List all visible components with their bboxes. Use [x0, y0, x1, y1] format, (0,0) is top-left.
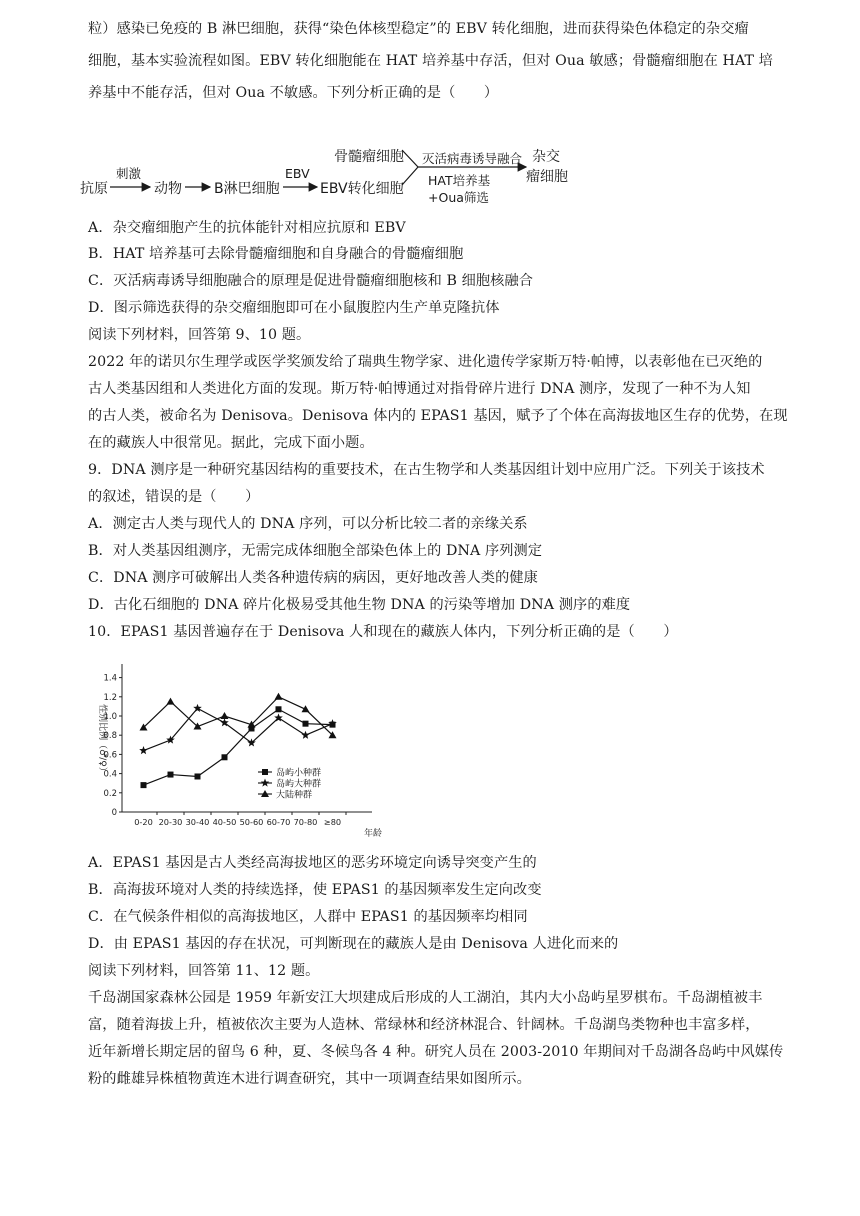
intro-line: 细胞，基本实验流程如图。EBV 转化细胞能在 HAT 培养基中存活，但对 Oua 敏感；骨髓瘤细胞在 HAT 培: [88, 53, 773, 69]
sex-ratio-chart: [90, 660, 383, 840]
series-3-point: [167, 698, 175, 705]
material-line: 近年新增长期定居的留鸟 6 种，夏、冬候鸟各 4 种。研究人员在 2003-2010 年期间对千岛湖各岛屿中风媒传: [88, 1044, 784, 1060]
flow-hat-label: HAT培养基: [428, 173, 491, 188]
x-tick-label: 70-80: [293, 817, 318, 827]
flow-hybrid-line1: 杂交: [532, 149, 560, 165]
flow-ebv-label: EBV: [285, 166, 310, 181]
x-tick-label: 50-60: [239, 817, 264, 827]
chart-axes: [97, 664, 382, 839]
flow-stimulate-label: 刺激: [116, 166, 142, 181]
y-tick-label: 0.6: [103, 750, 117, 761]
legend-label: 岛屿小种群: [276, 768, 322, 779]
y-tick-label: 1.4: [103, 673, 117, 684]
q10-option-a: A．EPAS1 基因是古人类经高海拔地区的恶劣环境定向诱导突变产生的: [88, 855, 537, 871]
chart-canvas: [90, 660, 383, 840]
flow-antigen: 抗原: [80, 181, 108, 197]
q9-stem-line: 的叙述，错误的是（ ）: [88, 489, 260, 505]
material-line: 在的藏族人中很常见。据此，完成下面小题。: [88, 435, 374, 451]
q8-option-d: D．图示筛选获得的杂交瘤细胞即可在小鼠腹腔内生产单克隆抗体: [88, 300, 500, 316]
x-tick-label: ≥80: [323, 817, 342, 827]
material-line: 富，随着海拔上升，植被依次主要为人造林、常绿林和经济林混合、针阔林。千岛湖鸟类物种也丰富多样，: [88, 1017, 760, 1033]
y-tick-label: 0.4: [103, 769, 117, 780]
q10-option-c: C．在气候条件相似的高海拔地区，人群中 EPAS1 的基因频率均相同: [88, 909, 528, 925]
legend-marker: [262, 769, 268, 775]
flow-oua-label: +Oua筛选: [428, 190, 489, 205]
series-1-point: [168, 772, 174, 778]
series-1-point: [276, 706, 282, 712]
material-line: 的古人类，被命名为 Denisova。Denisova 体内的 EPAS1 基因，赋予了个体在高海拔地区生存的优势，在现: [88, 408, 788, 424]
q9-option-d: D．古化石细胞的 DNA 碎片化极易受其他生物 DNA 的污染等增加 DNA 测序的难度: [88, 597, 631, 613]
y-tick-label: 1.2: [103, 692, 117, 703]
read-instruction-9-10: 阅读下列材料，回答第 9、10 题。: [88, 327, 311, 343]
series-line-2: [144, 708, 333, 750]
series-3-point: [302, 705, 310, 712]
series-1-point: [141, 782, 147, 788]
intro-line: 粒）感染已免疫的 B 淋巴细胞，获得“染色体核型稳定”的 EBV 转化细胞，进而获得染色体稳定的杂交瘤: [88, 21, 749, 37]
series-1-point: [303, 721, 309, 727]
x-tick-label: 0-20: [134, 817, 153, 827]
flow-animal: 动物: [154, 181, 182, 197]
flow-ebv-cell: EBV转化细胞: [320, 181, 404, 197]
x-tick-label: 20-30: [158, 817, 183, 827]
q8-option-a: A．杂交瘤细胞产生的抗体能针对相应抗原和 EBV: [88, 220, 406, 236]
y-tick-label: 0.8: [103, 731, 117, 742]
q9-option-c: C．DNA 测序可破解出人类各种遗传病的病因，更好地改善人类的健康: [88, 570, 538, 586]
flow-hybrid-line2: 瘤细胞: [526, 169, 568, 185]
q9-stem-line: 9．DNA 测序是一种研究基因结构的重要技术，在古生物学和人类基因组计划中应用广泛。下列关于该技术: [88, 462, 765, 478]
merge-bracket: [402, 150, 418, 185]
legend-label: 岛屿大种群: [276, 779, 322, 790]
material-line: 千岛湖国家森林公园是 1959 年新安江大坝建成后形成的人工湖泊，其内大小岛屿星罗棋布。千岛湖植被丰: [88, 990, 763, 1006]
q10-option-b: B．高海拔环境对人类的持续选择，使 EPAS1 的基因频率发生定向改变: [88, 882, 542, 898]
q10-option-d: D．由 EPAS1 基因的存在状况，可判断现在的藏族人是由 Denisova 人进化而来的: [88, 936, 619, 952]
series-3-point: [275, 693, 283, 700]
y-tick-label: 0.2: [103, 788, 117, 799]
material-line: 古人类基因组和人类进化方面的发现。斯万特·帕博通过对指骨碎片进行 DNA 测序，发现了一种不为人知: [88, 381, 751, 397]
experiment-flow-diagram: [80, 140, 600, 210]
q9-option-a: A．测定古人类与现代人的 DNA 序列，可以分析比较二者的亲缘关系: [88, 516, 528, 532]
series-2-point: [193, 704, 202, 712]
series-2-point: [139, 746, 148, 754]
legend-label: 大陆种群: [276, 790, 313, 801]
x-axis-label: 年龄: [364, 829, 383, 839]
q9-option-b: B．对人类基因组测序，无需完成体细胞全部染色体上的 DNA 序列测定: [88, 543, 543, 559]
series-3-point: [221, 712, 229, 719]
series-2-point: [301, 731, 310, 739]
legend-marker: [261, 779, 270, 787]
q8-option-c: C．灭活病毒诱导细胞融合的原理是促进骨髓瘤细胞核和 B 细胞核融合: [88, 273, 534, 289]
flow-fusion-label: 灭活病毒诱导融合: [422, 151, 523, 166]
series-1-point: [222, 754, 228, 760]
y-tick-label: 1.0: [103, 712, 117, 722]
chart-legend: [258, 767, 321, 801]
y-tick-label: 0: [111, 808, 117, 818]
flow-myeloma: 骨髓瘤细胞: [334, 149, 404, 165]
read-instruction-11-12: 阅读下列材料，回答第 11、12 题。: [88, 963, 320, 979]
material-line: 粉的雌雄异株植物黄连木进行调查研究，其中一项调查结果如图所示。: [88, 1071, 531, 1087]
q10-stem: 10．EPAS1 基因普遍存在于 Denisova 人和现在的藏族人体内，下列分析正确的是（ ）: [88, 624, 678, 640]
q8-option-b: B．HAT 培养基可去除骨髓瘤细胞和自身融合的骨髓瘤细胞: [88, 246, 464, 262]
x-tick-label: 40-50: [212, 817, 237, 827]
material-line: 2022 年的诺贝尔生理学或医学奖颁发给了瑞典生物学家、进化遗传学家斯万特·帕博，以表彰他在已灭绝的: [88, 354, 763, 370]
y-axis-label: 性别比例（♂/♀）: [97, 704, 107, 776]
x-tick-label: 60-70: [266, 817, 291, 827]
intro-line: 养基中不能存活，但对 Oua 不敏感。下列分析正确的是（ ）: [88, 85, 499, 101]
flow-bcell: B淋巴细胞: [214, 181, 280, 197]
series-1-point: [195, 773, 201, 779]
x-tick-label: 30-40: [185, 817, 210, 827]
